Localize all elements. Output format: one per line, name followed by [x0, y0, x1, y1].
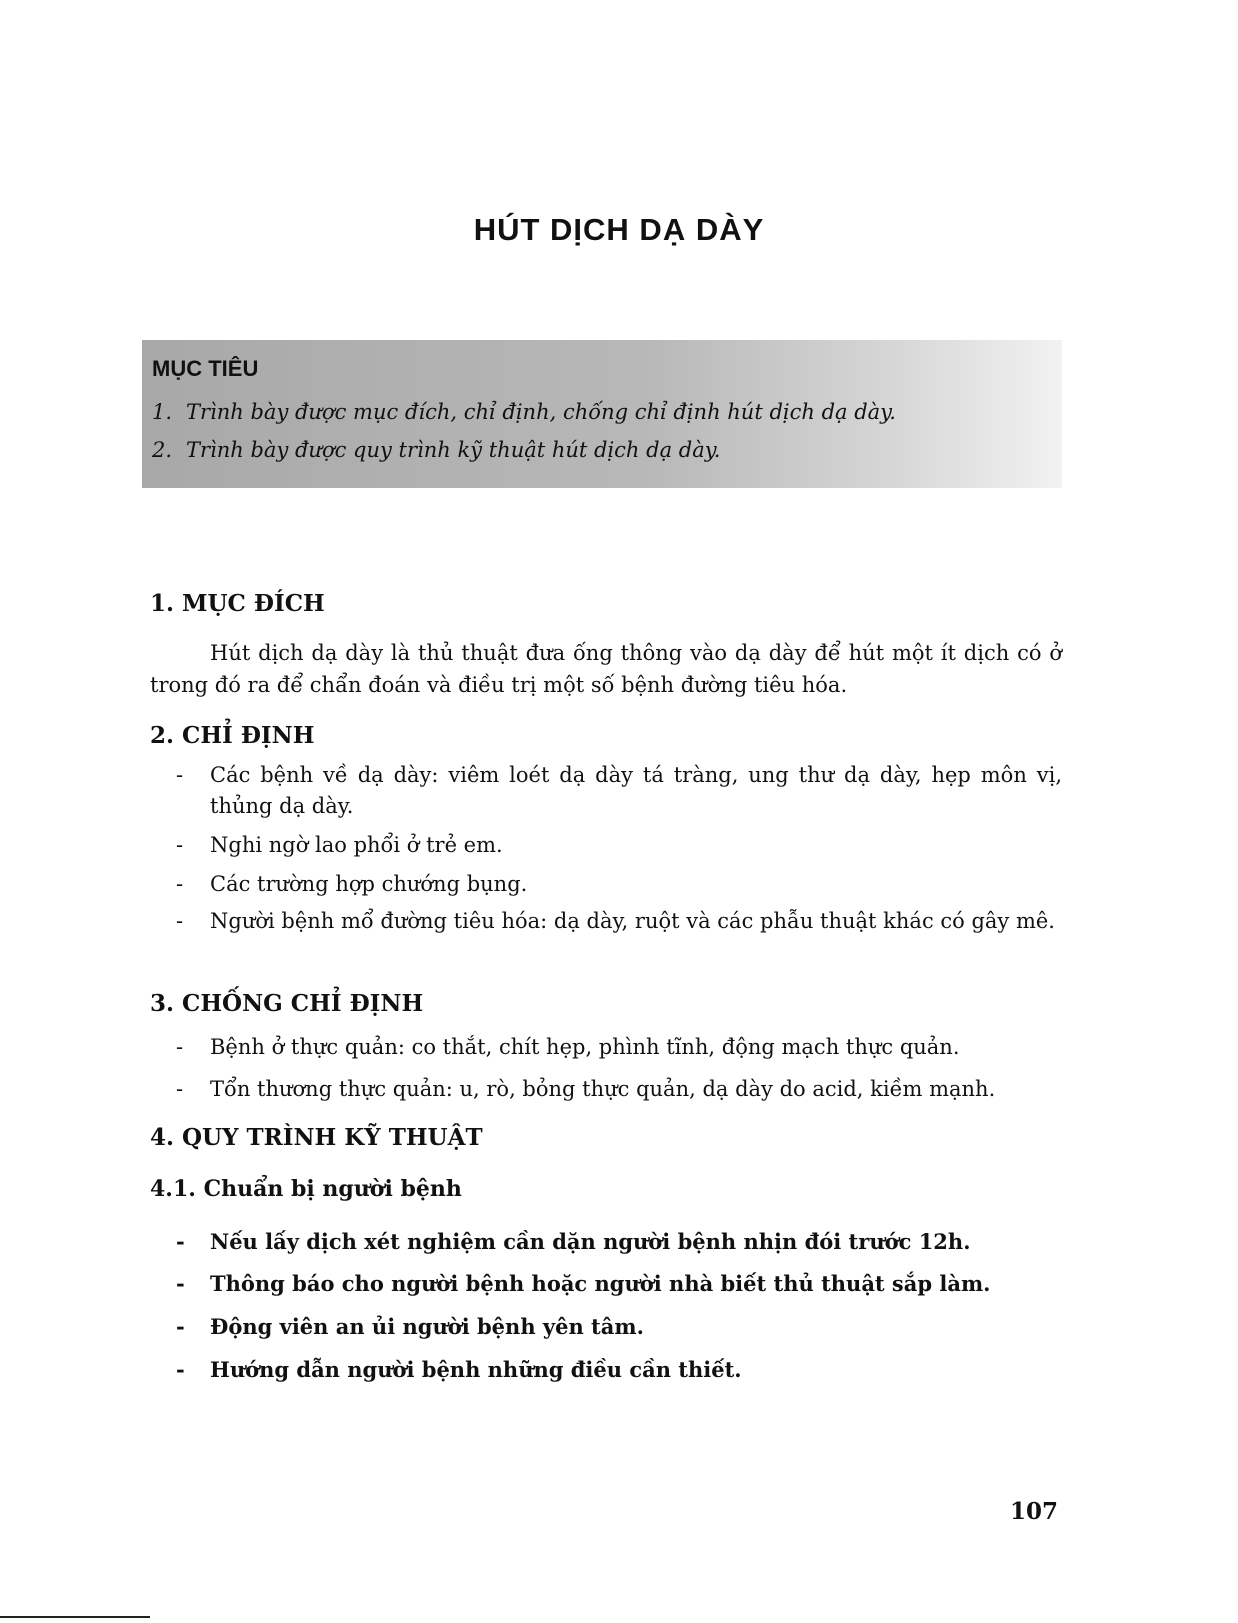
subsection-heading: 4.1. Chuẩn bị người bệnh [150, 1176, 462, 1202]
bullet-dash: - [176, 1229, 185, 1254]
page-number: 107 [1010, 1498, 1059, 1525]
list-item-text: Người bệnh mổ đường tiêu hóa: dạ dày, ruột và các phẫu thuật khác có gây mê. [210, 909, 1055, 933]
bullet-dash: - [176, 1314, 185, 1339]
bullet-dash: - [176, 1271, 185, 1296]
list-item [176, 830, 1062, 861]
objective-item [152, 438, 721, 462]
list-item-text: Nghi ngờ lao phổi ở trẻ em. [210, 833, 503, 857]
list-item [176, 906, 1062, 937]
objectives-box [142, 340, 1062, 488]
section-heading-quy-trinh: 4. QUY TRÌNH KỸ THUẬT [150, 1124, 483, 1151]
list-item-text: Thông báo cho người bệnh hoặc người nhà biết thủ thuật sắp làm. [210, 1271, 991, 1296]
section-heading-chong-chi-dinh: 3. CHỐNG CHỈ ĐỊNH [150, 990, 424, 1017]
bullet-dash: - [176, 872, 184, 896]
objective-text: Trình bày được mục đích, chỉ định, chống chỉ định hút dịch dạ dày. [186, 400, 896, 424]
objectives-heading: MỤC TIÊU [152, 356, 259, 381]
section-paragraph: Hút dịch dạ dày là thủ thuật đưa ống thông vào dạ dày để hút một ít dịch có ở trong đó ra để chẩn đoán và điều trị một số bệnh đường tiêu hóa. [150, 641, 1062, 697]
list-item-text: Các trường hợp chướng bụng. [210, 872, 528, 896]
list-item-text: Bệnh ở thực quản: co thắt, chít hẹp, phình tĩnh, động mạch thực quản. [210, 1035, 960, 1059]
objective-item [152, 400, 896, 424]
list-item [176, 869, 1062, 900]
list-item-text: Tổn thương thực quản: u, rò, bỏng thực quản, dạ dày do acid, kiềm mạnh. [210, 1077, 996, 1101]
list-item [176, 760, 1062, 822]
list-item [176, 1032, 1062, 1063]
section-heading-chi-dinh: 2. CHỈ ĐỊNH [150, 722, 315, 749]
list-item-text: Động viên an ủi người bệnh yên tâm. [210, 1314, 644, 1339]
bullet-dash: - [176, 833, 184, 857]
list-item-text: Nếu lấy dịch xét nghiệm cần dặn người bệnh nhịn đói trước 12h. [210, 1229, 971, 1254]
list-item-text: Hướng dẫn người bệnh những điều cần thiết. [210, 1357, 742, 1382]
list-item [176, 1311, 1062, 1342]
list-item [176, 1074, 1062, 1105]
objective-number: 2. [152, 438, 173, 462]
bullet-dash: - [176, 1077, 184, 1101]
bullet-dash: - [176, 763, 184, 787]
list-item [176, 1268, 1062, 1299]
page-title: HÚT DỊCH DẠ DÀY [473, 212, 765, 247]
bullet-dash: - [176, 1357, 185, 1382]
objective-text: Trình bày được quy trình kỹ thuật hút dịch dạ dày. [186, 438, 721, 462]
bottom-rule [0, 1616, 150, 1618]
objective-number: 1. [152, 400, 173, 424]
list-item-text: Các bệnh về dạ dày: viêm loét dạ dày tá tràng, ung thư dạ dày, hẹp môn vị, thủng dạ dày. [210, 763, 1062, 818]
list-item [176, 1226, 1062, 1257]
list-item [176, 1354, 1062, 1385]
bullet-dash: - [176, 1035, 184, 1059]
bullet-dash: - [176, 909, 184, 933]
section-heading-muc-dich: 1. MỤC ĐÍCH [150, 590, 325, 617]
